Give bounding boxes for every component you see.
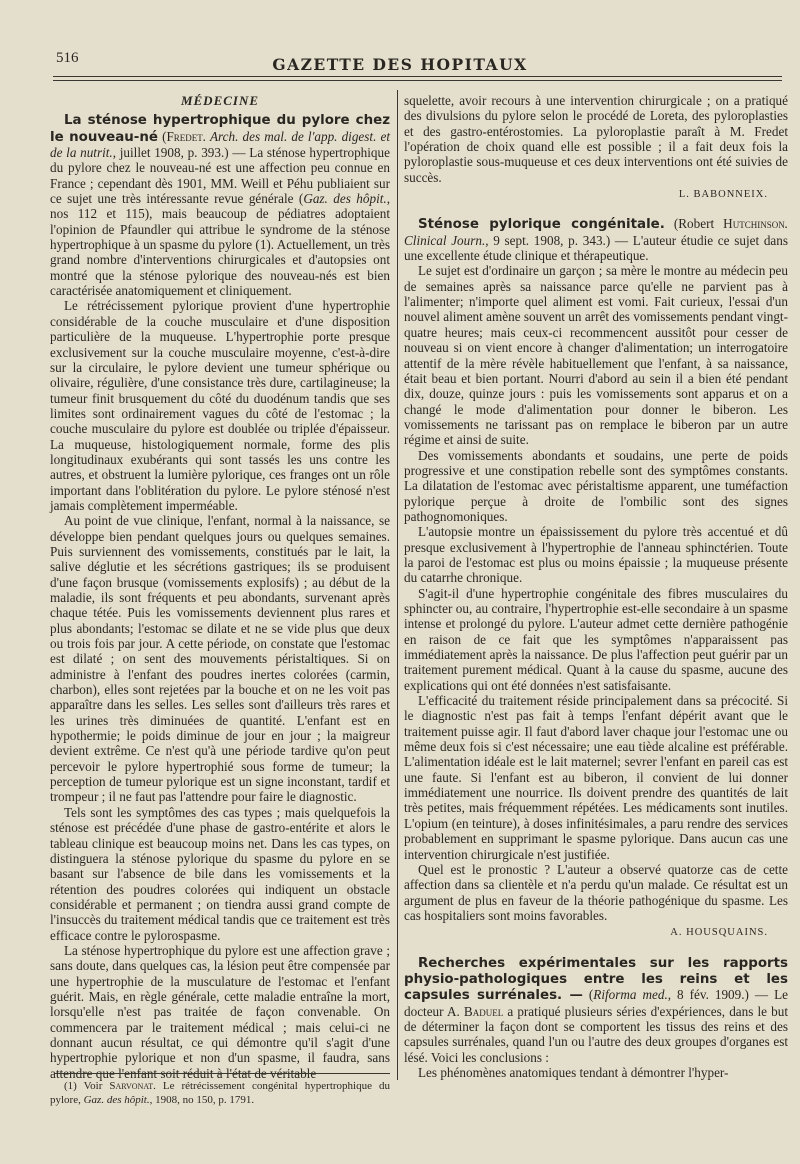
footnote-text: , 1908, no 150, p. 1791.: [149, 1093, 255, 1106]
paragraph: Au point de vue clinique, l'enfant, normal à la naissance, se développe bien pendant quelques jours ou quelques semaines. Puis surviennent des vomissements, constitués par le lait, la salive déglutie et les sécrétions gastriques; ils se produisent d'une façon brusque (vomissements explosifs) ; au début de la maladie, ils sont fréquents et peu abondants, survenant après chaque tétée. Puis les vomissements deviennent plus rares et plus abondants; l'estomac se dilate et ne se vide plus que deux ou trois fois par jour. A cette période, on constate que l'estomac est dilaté ; on sent des mouvements péristaltiques. Si on administre à l'enfant des poudres inertes colorées (carmin, charbon), elles sont rejetées par la bouche et on ne les voit pas apparaître dans les selles. Les selles sont d'ailleurs très rares et les urines très diminuées de quantité. L'enfant est en hypothermie; le poids diminue de jour en jour ; la maigreur devient extrême. Ce n'est qu'à une période tardive qu'on peut percevoir le pylore hypertrophié sous forme de tumeur; la perception de tumeur pylorique est un signe inconstant, tardif et trompeur ; il ne faut pas l'attendre pour faire le diagnostic.: [50, 513, 390, 805]
signature: A. HOUSQUAINS.: [670, 927, 768, 939]
paragraph: Le sujet est d'ordinaire un garçon ; sa mère le montre au médecin peu de semaines après sa naissance parce qu'elle ne parvient pas à l'alimenter; n'importe quel aliment est vomi. Fait curieux, l'essai d'un nouvel aliment amène souvent un arrêt des vomissements pendant vingt-quatre heures; mais ceux-ci recommencent aussitôt pour cesser de nouveau si on vient encore à changer d'alimentation; un interrogatoire attentif de la mère révèle habituellement que l'enfant, à sa naissance, était beau et bien portant. Nourri d'abord au sein il a bien été pendant dix, douze, quinze jours : puis les vomissements sont apparus et on a changé le mode d'alimentation pour donner le biberon. Les vomissements ne tarissant pas on remplace le biberon par un autre régime et ainsi de suite.: [404, 263, 788, 448]
author-name: Hutchinson: [723, 216, 785, 232]
section-heading: MÉDECINE: [180, 93, 260, 108]
paragraph: S'agit-il d'une hypertrophie congénitale des fibres musculaires du sphincter ou, au contraire, l'hypertrophie est-elle secondaire à un spasme intense et prolongé du pylore. L'auteur admet cette dernière pathogénie en raison de ce fait que les symptômes n'apparaissent pas immédiatement après la naissance. De plus l'affection peut guérir par un traitement purement médical. Quant à la cause du spasme, aucune des explications qui ont été données n'est satisfaisante.: [404, 585, 788, 693]
header-rule: [53, 80, 782, 81]
journal-citation: Gaz. des hôpit.: [303, 191, 387, 207]
paragraph: Les phénomènes anatomiques tendant à démontrer l'hyper-: [418, 1064, 729, 1080]
paragraph-text: , nos 112 et 115), mais beaucoup de pédiatres adoptaient l'opinion de Pfaundler qui attribue le syndrome de la sténose hypertrophique à un spasme du pylore (1). Actuellement, un très grand nombre d'interventions chirurgicales et d'autopsies ont montré que la sténose pylorique des nouveau-nés est bien caractérisée anatomiquement et cliniquement.: [50, 191, 391, 299]
paragraph: L'autopsie montre un épaississement du pylore très accentué et dû presque exclusivement à l'hypertrophie de l'anneau sphinctérien. Toute la paroi de l'estomac est plus ou moins épaissie ; la muqueuse présente du catarrhe chronique.: [404, 524, 788, 586]
author-name: Baduel: [463, 1003, 504, 1019]
paragraph-text: , 9 sept. 1908, p. 343.) — L'auteur étudie ce sujet dans une excellente étude clinique et thérapeutique.: [404, 232, 788, 264]
paragraph: Quel est le pronostic ? L'auteur a observé quatorze cas de cette affection dans sa clientèle et n'a perdu qu'un malade. Ce résultat est un argument de plus en faveur de la théorie pathogénique du spasme. Les cas hospitaliers sont moins favorables.: [404, 861, 788, 923]
header-rule: [53, 76, 782, 77]
left-column: [50, 93, 390, 1081]
right-column: [404, 93, 788, 1080]
article-title: Sténose pylorique congénitale.: [418, 217, 665, 233]
paragraph-text: , 8 fév. 1909.) — Le docteur A.: [404, 987, 788, 1019]
paragraph: squelette, avoir recours à une intervention chirurgicale ; on a pratiqué des divulsions du pylore selon le procédé de Loreta, des pyloroplasties et des gastro-entérostomies. La pyloroplastie paraît à M. Fredet l'opération de choix quand elle est possible ; il a fait deux fois la pyloroplastie sous-muqueuse et ces deux interventions ont été suivies de succès.: [404, 93, 788, 185]
paragraph: Le rétrécissement pylorique provient d'une hypertrophie considérable de la couche musculaire et d'une disposition particulière de la muqueuse. L'hypertrophie porte presque exclusivement sur la couche musculaire moyenne, c'est-à-dire sur la circulaire, le pylore devient une tumeur sphérique ou olivaire, régulière, d'une consistance très dure, cartilagineuse; la tumeur finit brusquement du côté du duodénum tandis que ses limites sont ordinairement vagues du côté de l'estomac ; la couche musculaire du pylore est doublée ou triplée d'épaisseur. La muqueuse, histologiquement normale, forme des plis longitudinaux exubérants qui sont tassés les uns contre les autres, et obstruent la lumière pylorique, ces franges ont un rôle important dans l'oblitération du pylore. Le pylore sténosé n'est jamais complètement imperméable.: [50, 298, 390, 513]
footnote: [50, 1080, 390, 1107]
paragraph: Des vomissements abondants et soudains, une perte de poids progressive et une constipation rebelle sont des symptômes constants. La dilatation de l'estomac avec péristaltisme apparent, une tuméfaction pylorique perçue à droite de l'ombilic sont des signes pathognomoniques.: [404, 447, 788, 524]
journal-citation: Gaz. des hôpit.: [83, 1093, 150, 1106]
citation-text: (: [157, 128, 167, 144]
page-number: 516: [56, 50, 79, 66]
article-intro: [404, 216, 788, 263]
paragraph-text: a pratiqué plusieurs séries d'expériences, dans le but de déterminer la façon dont se comportent les tissus des reins et des capsules surrénales, quand l'un ou l'autre des deux groupes d'organes est lésé. Voici les conclusions :: [404, 1003, 789, 1065]
signature: L. BABONNEIX.: [678, 189, 768, 201]
article-title: La sténose hypertrophique du pylore chez le nouveau-né: [50, 113, 390, 145]
journal-citation: . Arch. des mal. de l'app. digest. et de la nutrit.: [50, 128, 390, 161]
paragraph: L'efficacité du traitement réside principalement dans sa précocité. Si le diagnostic n'est pas fait à temps l'enfant dépérit avant que le traitement puisse agir. Il faut d'abord laver chaque jour l'estomac une ou même deux fois si c'est nécessaire; une eau tiède alcaline est préférable. L'alimentation idéale est le lait maternel; sevrer l'enfant en pareil cas est une faute. Si l'enfant est au biberon, il convient de lui donner immédiatement une nourrice. Ils doivent prendre des quantités de lait très petites, mais fréquemment répétées. Les médicaments sont inutiles. L'opium (en teinture), à doses infinitésimales, a paru rendre des services probablement en supprimant le spasme pylorique. Dans aucun cas une intervention chirurgicale n'est justifiée.: [404, 693, 788, 862]
journal-citation: Riforma med.: [593, 987, 668, 1003]
paragraph: Tels sont les symptômes des cas types ; mais quelquefois la sténose est précédée d'une phase de gastro-entérite et alors le tableau clinique est beaucoup moins net. Dans les cas types, on distinguera la sténose pylorique du spasme du pylore en se basant sur l'absence de bile dans les vomissements et la rétention des poudres colorées qui indiquent un obstacle considérable et permanent ; on tiendra aussi grand compte de l'insuccès du traitement médical tandis que ce traitement est très efficace contre le pylorospasme.: [50, 804, 390, 943]
author-name: Fredet: [166, 128, 203, 144]
paragraph: La sténose hypertrophique du pylore est une affection grave ; sans doute, dans quelques cas, la lésion peut être compensée par une hypertrophie de la musculature de l'estomac et l'enfant guérit. Mais, en règle générale, cette maladie entraîne la mort, lorsqu'elle n'est pas traitée de façon convenable. On commencera par le traitement médical ; mais celui-ci ne donnant aucun résultat, ce qui démontre qu'il s'agit d'une hypertrophie pylorique et non d'un spasme, il faudra, sans attendre que l'enfant soit réduit à l'état de véritable: [50, 942, 390, 1081]
footnote-text: (1) Voir: [64, 1080, 110, 1092]
article-title: Recherches expérimentales sur les rapports physio-pathologiques entre les reins et les capsules surrénales. —: [404, 955, 788, 1004]
paragraph-text: , juillet 1908, p. 393.) — La sténose hypertrophique du pylore chez le nouveau-né est une affection peu connue en France ; cependant dès 1901, MM. Weill et Péhu publiaient sur ce sujet une très intéressante revue générale (: [50, 145, 390, 207]
citation-text: (: [582, 987, 594, 1003]
footnote-text: . Le rétrécissement congénital hypertrophique du pylore,: [50, 1080, 390, 1106]
column-divider: [397, 90, 398, 1080]
citation-text: (Robert: [664, 216, 724, 232]
journal-citation: . Clinical Journ.: [404, 216, 788, 248]
author-name: Sarvonat: [109, 1080, 154, 1092]
footnote-rule: [54, 1073, 390, 1074]
running-title: GAZETTE DES HOPITAUX: [272, 55, 528, 74]
article-intro: [50, 112, 390, 298]
article-intro: [404, 955, 788, 1065]
